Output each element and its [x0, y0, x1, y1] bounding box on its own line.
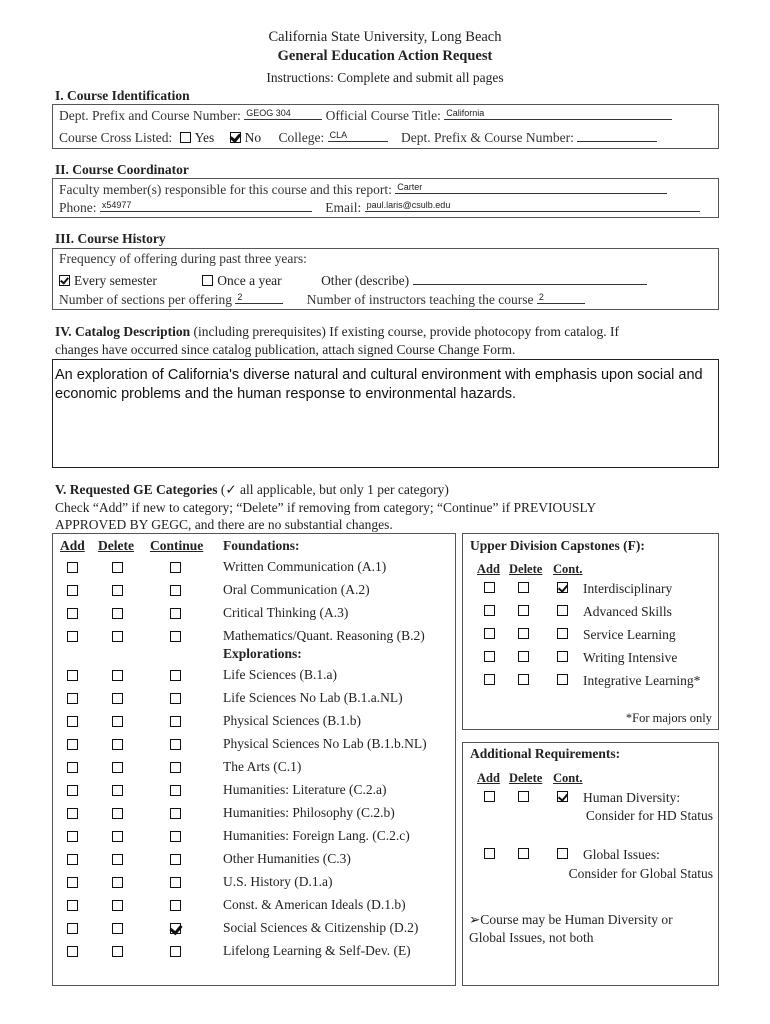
form-title: General Education Action Request — [277, 48, 493, 64]
no-label: No — [244, 130, 262, 145]
category-delete-checkbox[interactable] — [112, 900, 123, 911]
category-delete-checkbox[interactable] — [112, 877, 123, 888]
category-continue-checkbox[interactable] — [170, 562, 181, 573]
cross-dept-field[interactable] — [577, 129, 657, 142]
category-continue-checkbox[interactable] — [170, 854, 181, 865]
capstones-col-add: Add — [477, 562, 500, 576]
other-field[interactable] — [413, 272, 647, 285]
section-4-line-2: changes have occurred since catalog publication, attach signed Course Change Form. — [55, 342, 516, 357]
col-continue-header: Continue — [150, 538, 204, 553]
category-delete-checkbox[interactable] — [112, 716, 123, 727]
instructions: Instructions: Complete and submit all pages — [266, 70, 504, 85]
category-label: Physical Sciences No Lab (B.1.b.NL) — [223, 736, 427, 751]
capstone-cont-checkbox[interactable] — [557, 582, 568, 593]
category-delete-checkbox[interactable] — [112, 831, 123, 842]
capstones-title: Upper Division Capstones (F): — [470, 538, 645, 553]
section-1-title: I. Course Identification — [55, 88, 190, 103]
category-label: Critical Thinking (A.3) — [223, 605, 349, 620]
section-2-title: II. Course Coordinator — [55, 162, 189, 177]
instructors-value: 2 — [538, 292, 544, 302]
category-delete-checkbox[interactable] — [112, 762, 123, 773]
category-label: U.S. History (D.1.a) — [223, 874, 333, 889]
category-continue-checkbox[interactable] — [170, 923, 181, 934]
category-delete-checkbox[interactable] — [112, 693, 123, 704]
email-value: paul.laris@csulb.edu — [366, 200, 451, 210]
dept-prefix-label: Dept. Prefix and Course Number: — [59, 108, 241, 123]
category-continue-checkbox[interactable] — [170, 877, 181, 888]
additional-col-add: Add — [477, 771, 500, 785]
category-continue-checkbox[interactable] — [170, 785, 181, 796]
phone-value: x54977 — [101, 200, 132, 210]
yes-label: Yes — [194, 130, 215, 145]
category-add-checkbox[interactable] — [67, 762, 78, 773]
sections-value: 2 — [237, 292, 243, 302]
hd-sublabel: Consider for HD Status — [585, 808, 713, 823]
capstone-add-checkbox[interactable] — [484, 582, 495, 593]
every-semester-checkbox[interactable] — [59, 275, 70, 286]
capstones-footnote: *For majors only — [625, 711, 712, 725]
category-add-checkbox[interactable] — [67, 693, 78, 704]
capstone-cont-checkbox[interactable] — [557, 674, 568, 685]
additional-col-delete: Delete — [509, 771, 543, 785]
additional-title: Additional Requirements: — [470, 746, 621, 761]
category-delete-checkbox[interactable] — [112, 631, 123, 642]
capstone-label: Advanced Skills — [583, 604, 672, 619]
category-label: Humanities: Philosophy (C.2.b) — [223, 805, 395, 820]
category-label: The Arts (C.1) — [223, 759, 302, 774]
hd-gi-note-2: Global Issues, not both — [469, 930, 594, 945]
category-add-checkbox[interactable] — [67, 877, 78, 888]
capstone-add-checkbox[interactable] — [484, 674, 495, 685]
category-add-checkbox[interactable] — [67, 900, 78, 911]
category-add-checkbox[interactable] — [67, 716, 78, 727]
category-continue-checkbox[interactable] — [170, 946, 181, 957]
official-title-field[interactable] — [444, 107, 672, 120]
college-field[interactable] — [328, 129, 388, 142]
capstone-add-checkbox[interactable] — [484, 651, 495, 662]
section-5-instruction-1: Check “Add” if new to category; “Delete” if removing from category; “Continue” if PREVIOUSLY — [55, 500, 597, 515]
col-add-header: Add — [60, 538, 85, 553]
section-3-title: III. Course History — [55, 231, 166, 246]
faculty-value: Carter — [397, 182, 423, 192]
additional-col-cont: Cont. — [553, 771, 583, 785]
capstone-label: Integrative Learning* — [583, 673, 701, 688]
phone-label: Phone: — [59, 200, 97, 215]
category-add-checkbox[interactable] — [67, 562, 78, 573]
foundations-heading: Foundations: — [223, 538, 300, 553]
category-add-checkbox[interactable] — [67, 854, 78, 865]
cross-listed-label: Course Cross Listed: — [59, 130, 173, 145]
category-add-checkbox[interactable] — [67, 631, 78, 642]
capstone-label: Writing Intensive — [583, 650, 678, 665]
category-delete-checkbox[interactable] — [112, 785, 123, 796]
section-1-row-1 — [59, 107, 672, 124]
sections-label: Number of sections per offering — [59, 292, 232, 307]
gi-sublabel: Consider for Global Status — [568, 866, 713, 881]
section-4-heading — [55, 324, 619, 340]
university-name: California State University, Long Beach — [268, 29, 502, 45]
category-label: Oral Communication (A.2) — [223, 582, 370, 597]
capstone-add-checkbox[interactable] — [484, 628, 495, 639]
section-5-title: V. Requested GE Categories — [55, 482, 218, 497]
faculty-field[interactable] — [395, 181, 667, 194]
capstone-delete-checkbox[interactable] — [518, 674, 529, 685]
official-title-value: California — [446, 108, 485, 118]
hd-delete-checkbox[interactable] — [518, 791, 529, 802]
capstone-label: Service Learning — [583, 627, 676, 642]
category-add-checkbox[interactable] — [67, 946, 78, 957]
capstones-col-cont: Cont. — [553, 562, 583, 576]
faculty-row — [59, 181, 667, 198]
gi-add-checkbox[interactable] — [484, 848, 495, 859]
capstones-col-delete: Delete — [509, 562, 543, 576]
category-label: Mathematics/Quant. Reasoning (B.2) — [223, 628, 425, 643]
hd-cont-checkbox[interactable] — [557, 791, 568, 802]
section-5-heading — [55, 482, 449, 498]
category-continue-checkbox[interactable] — [170, 608, 181, 619]
category-continue-checkbox[interactable] — [170, 585, 181, 596]
capstone-cont-checkbox[interactable] — [557, 628, 568, 639]
category-add-checkbox[interactable] — [67, 585, 78, 596]
category-add-checkbox[interactable] — [67, 923, 78, 934]
additional-requirements-box — [462, 742, 719, 986]
hd-label: Human Diversity: — [583, 790, 681, 805]
capstone-add-checkbox[interactable] — [484, 605, 495, 616]
category-delete-checkbox[interactable] — [112, 670, 123, 681]
category-continue-checkbox[interactable] — [170, 900, 181, 911]
instructors-label: Number of instructors teaching the course — [306, 292, 534, 307]
category-label: Life Sciences No Lab (B.1.a.NL) — [223, 690, 403, 705]
category-add-checkbox[interactable] — [67, 739, 78, 750]
category-delete-checkbox[interactable] — [112, 946, 123, 957]
category-delete-checkbox[interactable] — [112, 562, 123, 573]
capstone-cont-checkbox[interactable] — [557, 605, 568, 616]
category-continue-checkbox[interactable] — [170, 739, 181, 750]
cross-listed-no-checkbox[interactable] — [230, 132, 241, 143]
college-label: College: — [278, 130, 325, 145]
category-delete-checkbox[interactable] — [112, 585, 123, 596]
frequency-label: Frequency of offering during past three years: — [59, 251, 307, 266]
official-title-label: Official Course Title: — [325, 108, 441, 123]
section-5-note: (✓ all applicable, but only 1 per category) — [217, 482, 449, 497]
category-delete-checkbox[interactable] — [112, 808, 123, 819]
section-1-row-2 — [59, 129, 657, 146]
sections-row — [59, 291, 585, 308]
capstone-cont-checkbox[interactable] — [557, 651, 568, 662]
capstone-delete-checkbox[interactable] — [518, 582, 529, 593]
category-add-checkbox[interactable] — [67, 785, 78, 796]
sections-field[interactable] — [235, 291, 283, 304]
once-a-year-checkbox[interactable] — [202, 275, 213, 286]
category-label: Humanities: Literature (C.2.a) — [223, 782, 387, 797]
catalog-description-field[interactable]: An exploration of California's diverse natural and cultural environment with emphasis upon social and economic problems and the human response to environmental hazards. — [52, 359, 719, 468]
category-label: Social Sciences & Citizenship (D.2) — [223, 920, 419, 935]
every-semester-label: Every semester — [74, 273, 157, 288]
category-add-checkbox[interactable] — [67, 808, 78, 819]
hd-add-checkbox[interactable] — [484, 791, 495, 802]
email-field[interactable] — [365, 199, 700, 212]
capstone-label: Interdisciplinary — [583, 581, 673, 596]
category-delete-checkbox[interactable] — [112, 608, 123, 619]
dept-prefix-field[interactable] — [244, 107, 322, 120]
capstone-delete-checkbox[interactable] — [518, 628, 529, 639]
category-label: Other Humanities (C.3) — [223, 851, 351, 866]
category-add-checkbox[interactable] — [67, 608, 78, 619]
category-label: Const. & American Ideals (D.1.b) — [223, 897, 406, 912]
dept-prefix-value: GEOG 304 — [246, 108, 291, 118]
col-delete-header: Delete — [98, 538, 134, 553]
email-label: Email: — [325, 200, 362, 215]
capstone-delete-checkbox[interactable] — [518, 651, 529, 662]
category-continue-checkbox[interactable] — [170, 831, 181, 842]
category-label: Physical Sciences (B.1.b) — [223, 713, 361, 728]
faculty-label: Faculty member(s) responsible for this course and this report: — [59, 182, 392, 197]
section-4-note: (including prerequisites) If existing course, provide photocopy from catalog. If — [190, 324, 620, 339]
frequency-options — [59, 272, 647, 289]
other-label: Other (describe) — [321, 273, 410, 288]
cross-dept-label: Dept. Prefix & Course Number: — [401, 130, 574, 145]
category-delete-checkbox[interactable] — [112, 854, 123, 865]
category-continue-checkbox[interactable] — [170, 808, 181, 819]
category-continue-checkbox[interactable] — [170, 670, 181, 681]
contact-row — [59, 199, 700, 216]
category-label: Lifelong Learning & Self-Dev. (E) — [223, 943, 411, 958]
category-continue-checkbox[interactable] — [170, 693, 181, 704]
category-add-checkbox[interactable] — [67, 831, 78, 842]
section-4-title: IV. Catalog Description — [55, 324, 191, 339]
gi-cont-checkbox[interactable] — [557, 848, 568, 859]
category-label: Written Communication (A.1) — [223, 559, 387, 574]
category-delete-checkbox[interactable] — [112, 923, 123, 934]
capstone-delete-checkbox[interactable] — [518, 605, 529, 616]
instructors-field[interactable] — [537, 291, 585, 304]
category-add-checkbox[interactable] — [67, 670, 78, 681]
college-value: CLA — [329, 130, 348, 140]
gi-label: Global Issues: — [583, 847, 660, 862]
category-label: Humanities: Foreign Lang. (C.2.c) — [223, 828, 410, 843]
section-5-instruction-2: APPROVED BY GEGC, and there are no substantial changes. — [55, 517, 393, 532]
category-label: Life Sciences (B.1.a) — [223, 667, 337, 682]
hd-gi-note-1: ➢Course may be Human Diversity or — [469, 912, 673, 927]
category-continue-checkbox[interactable] — [170, 631, 181, 642]
category-continue-checkbox[interactable] — [170, 762, 181, 773]
explorations-heading: Explorations: — [223, 646, 302, 661]
once-a-year-label: Once a year — [217, 273, 282, 288]
category-delete-checkbox[interactable] — [112, 739, 123, 750]
category-continue-checkbox[interactable] — [170, 716, 181, 727]
phone-field[interactable] — [100, 199, 312, 212]
cross-listed-yes-checkbox[interactable] — [180, 132, 191, 143]
gi-delete-checkbox[interactable] — [518, 848, 529, 859]
